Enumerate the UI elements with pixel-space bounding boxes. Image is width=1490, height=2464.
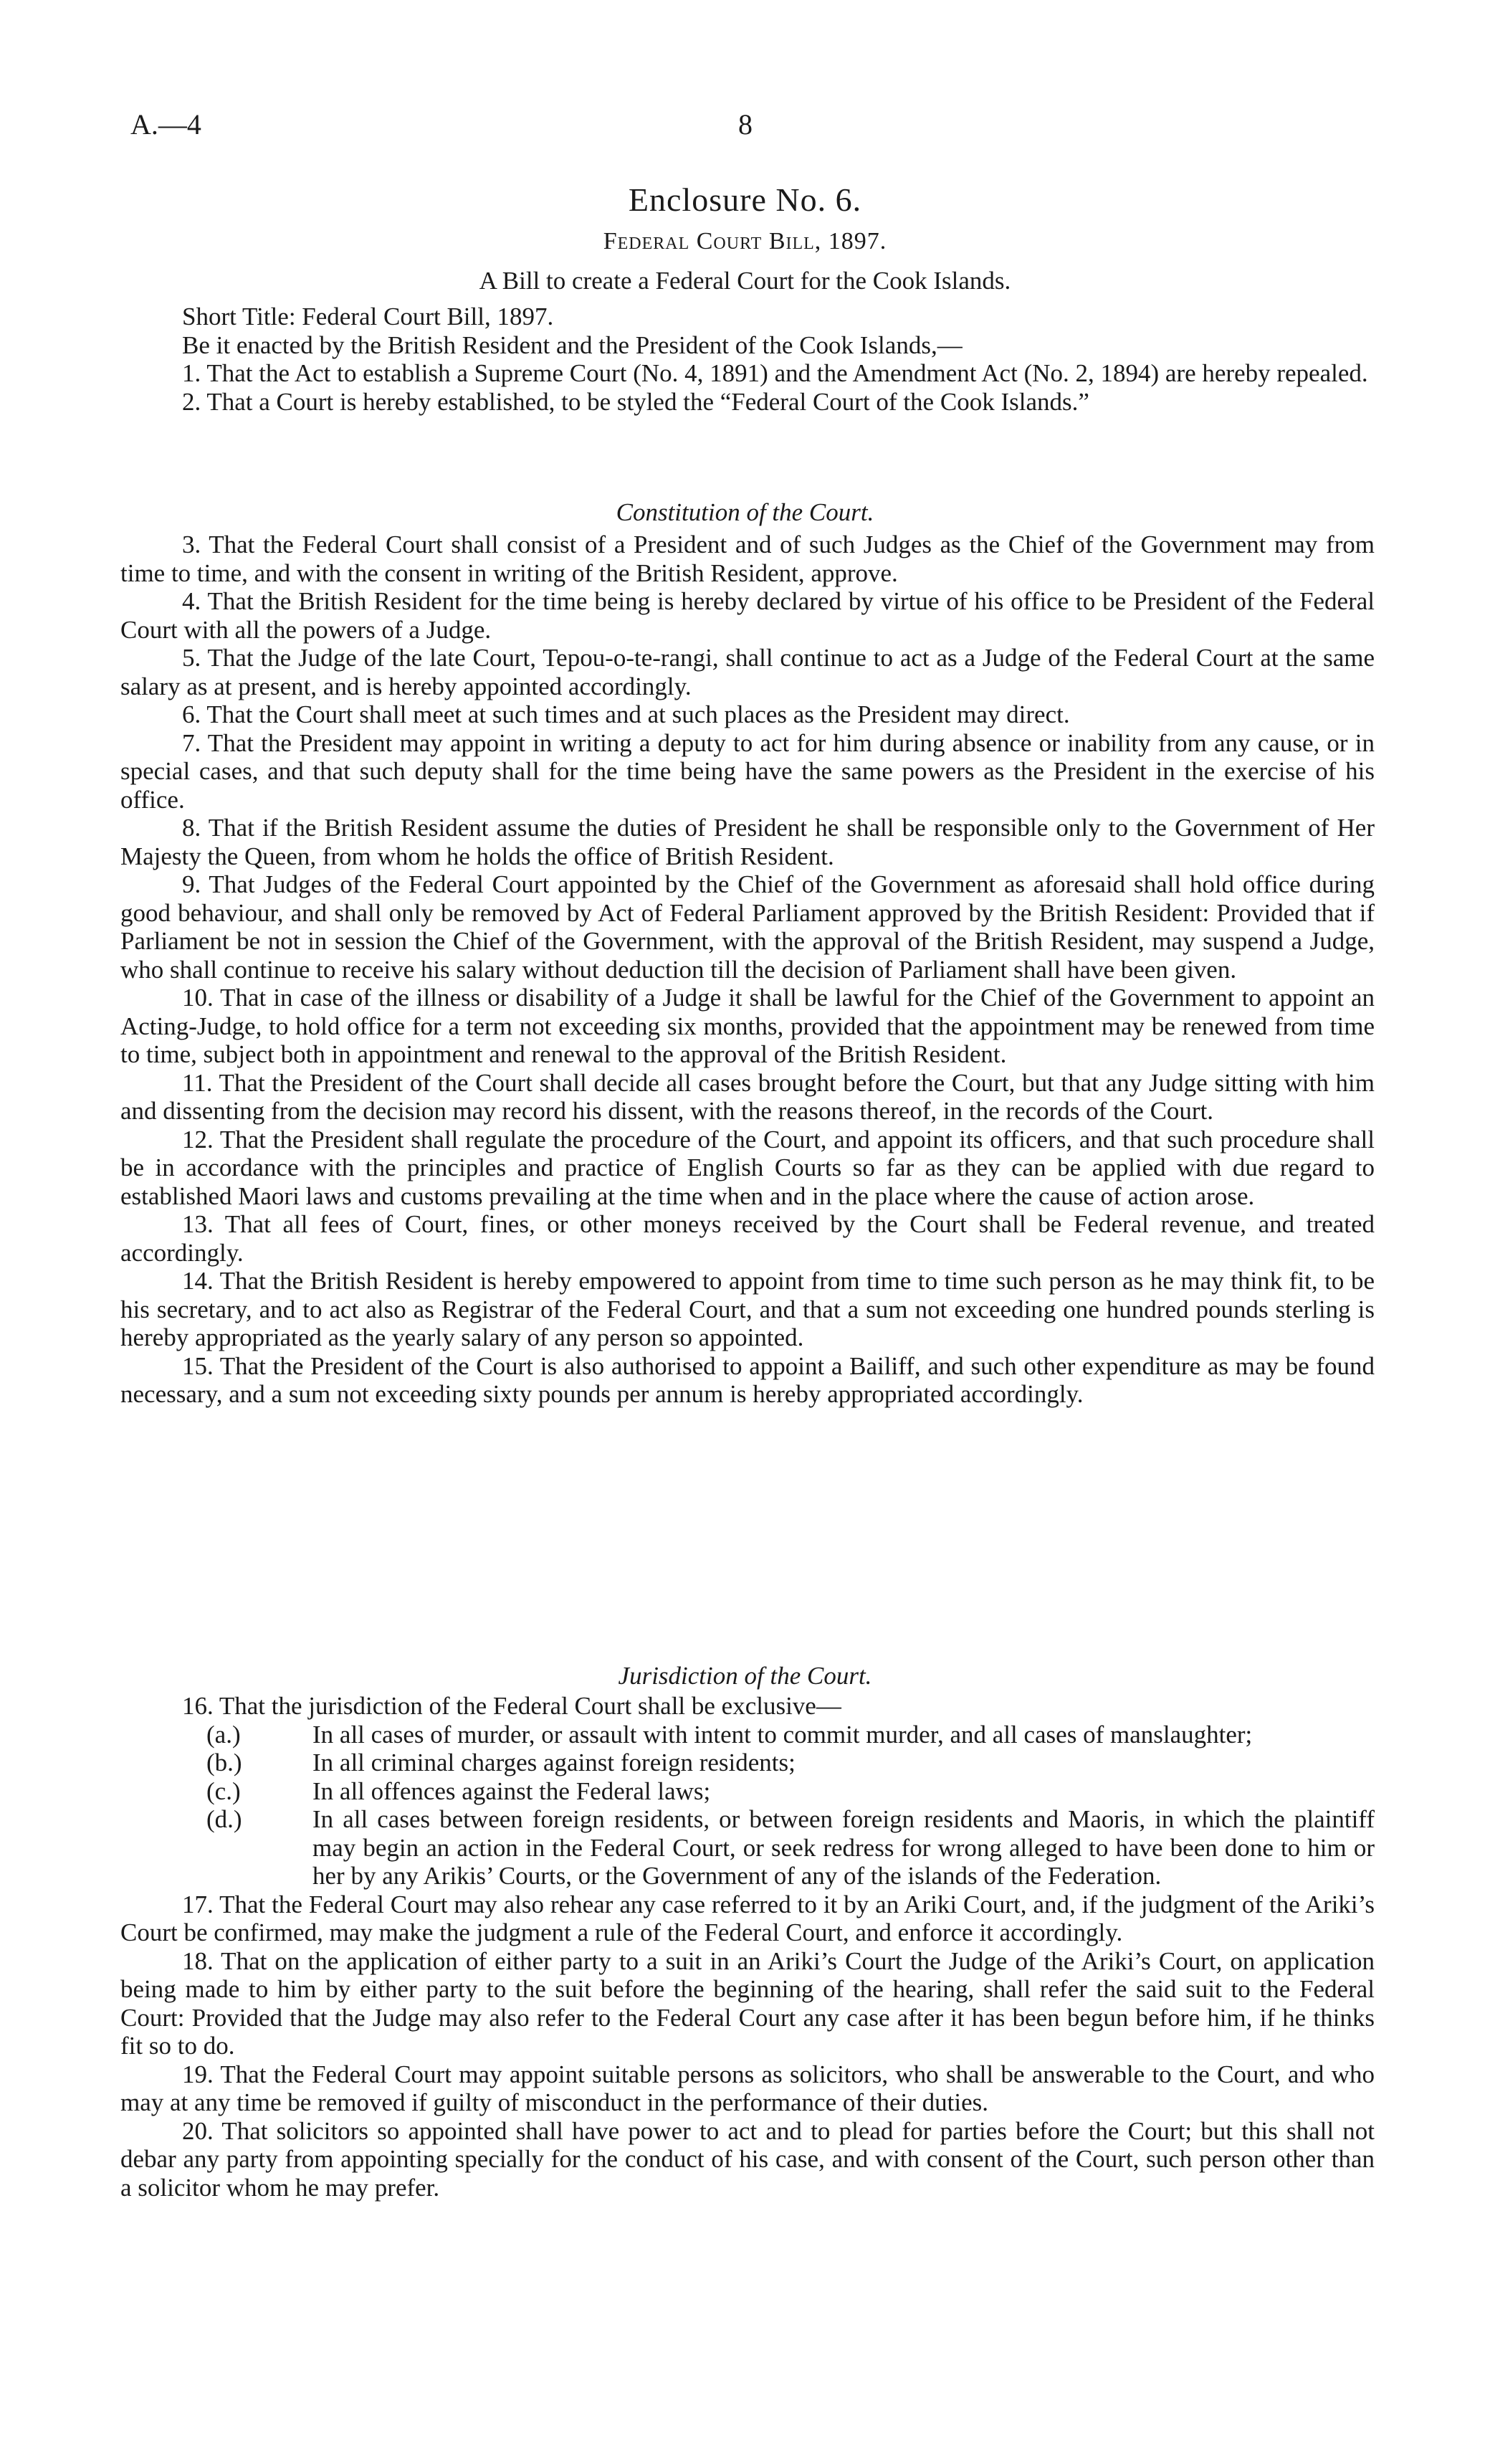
clause-20: 20. That solicitors so appointed shall have power to act and to plead for parties before the Court; but this shall not debar any party from appointing specially for the conduct of his case, and with consent of the Court, such person other than a solicitor whom he may prefer. — [120, 2116, 1375, 2202]
clause-8: 8. That if the British Resident assume the duties of President he shall be responsible only to the Government of Her Majesty the Queen, from whom he holds the office of British Resident. — [120, 814, 1375, 870]
sub-item-c — [120, 1777, 1375, 1806]
clause-3: 3. That the Federal Court shall consist of a President and of such Judges as the Chief of the Government may from time to time, and with the consent in writing of the British Resident, approve. — [120, 531, 1375, 587]
clause-13: 13. That all fees of Court, fines, or other moneys received by the Court shall be Federal revenue, and treated accordingly. — [120, 1210, 1375, 1267]
sub-item-text: In all criminal charges against foreign residents; — [312, 1749, 796, 1776]
page-reference: A.—4 — [130, 108, 201, 141]
clause-6: 6. That the Court shall meet at such times and at such places as the President may direct. — [182, 700, 1070, 728]
clause-17: 17. That the Federal Court may also rehear any case referred to it by an Ariki Court, and, if the judgment of the Ariki’s Court be confirmed, may make the judgment a rule of the Federal Court, and enforce it accordingly. — [120, 1890, 1375, 1946]
enclosure-title: Enclosure No. 6. — [628, 181, 862, 218]
sub-item-text: In all cases of murder, or assault with intent to commit murder, and all cases of manslaughter; — [312, 1720, 1253, 1749]
sub-item-label: (d.) — [206, 1805, 242, 1833]
jurisdiction-section — [120, 1692, 1375, 2202]
bill-subtitle: Federal Court Bill, 1897. — [603, 228, 887, 255]
clause-15: 15. That the President of the Court is also authorised to appoint a Bailiff, and such other expenditure as may be found necessary, and a sum not exceeding sixty pounds per annum is hereby appropriated accordingly. — [120, 1351, 1375, 1408]
clause-5: 5. That the Judge of the late Court, Tepou-o-te-rangi, shall continue to act as a Judge of the Federal Court at the same salary as at present, and is hereby appointed accordingly. — [120, 644, 1375, 700]
clause-4: 4. That the British Resident for the time being is hereby declared by virtue of his office to be President of the Federal Court with all the powers of a Judge. — [120, 587, 1375, 644]
clause-10: 10. That in case of the illness or disability of a Judge it shall be lawful for the Chief of the Government to appoint an Acting-Judge, to hold office for a term not exceeding six months, provided that the appointment may be renewed from time to time, subject both in appointment and renewal to the approval of the British Resident. — [120, 984, 1375, 1068]
clause-2: 2. That a Court is hereby established, to be styled the “Federal Court of the Cook Islands.” — [182, 387, 1089, 416]
clause-1: 1. That the Act to establish a Supreme Court (No. 4, 1891) and the Amendment Act (No. 2, 1894) are hereby repealed. — [182, 359, 1368, 387]
page-number: 8 — [738, 108, 753, 141]
sub-item-d — [120, 1805, 1375, 1890]
sub-item-label: (a.) — [206, 1720, 241, 1749]
constitution-heading: Constitution of the Court. — [616, 498, 874, 526]
sub-item-text: In all cases between foreign residents, or between foreign residents and Maoris, in which the plaintiff may begin an action in the Federal Court, or seek redress for wrong alleged to have been done to him or her by any Arikis’ Courts, or the Government of any of the islands of the Federation. — [312, 1805, 1375, 1890]
sub-item-b — [120, 1749, 1375, 1777]
clause-7: 7. That the President may appoint in writing a deputy to act for him during absence or inability from any cause, or in special cases, and that such deputy shall for the time being have the same powers as the President in the exercise of his office. — [120, 728, 1375, 814]
short-title: Short Title: Federal Court Bill, 1897. — [182, 303, 554, 330]
intro-section — [120, 303, 1375, 416]
sub-item-label: (c.) — [206, 1776, 241, 1805]
clause-12: 12. That the President shall regulate the procedure of the Court, and appoint its officers, and that such procedure shall be in accordance with the principles and practice of English Courts so far as they can be applied with due regard to established Maori laws and customs prevailing at the time when and in the place where the cause of action arose. — [120, 1125, 1375, 1210]
clause-19: 19. That the Federal Court may appoint suitable persons as solicitors, who shall be answerable to the Court, and who may at any time be removed if guilty of misconduct in the performance of their duties. — [120, 2060, 1375, 2116]
clause-11: 11. That the President of the Court shall decide all cases brought before the Court, but that any Judge sitting with him and dissenting from the decision may record his dissent, with the reasons thereof, in the records of the Court. — [120, 1068, 1375, 1125]
clause-14: 14. That the British Resident is hereby empowered to appoint from time to time such person as he may think fit, to be his secretary, and to act also as Registrar of the Federal Court, and that a sum not exceeding one hundred pounds sterling is hereby appropriated as the yearly salary of any person so appointed. — [120, 1267, 1375, 1351]
enacting-clause: Be it enacted by the British Resident and the President of the Cook Islands,— — [182, 330, 963, 359]
sub-item-text: In all offences against the Federal laws; — [312, 1776, 711, 1805]
bill-description: A Bill to create a Federal Court for the Cook Islands. — [479, 267, 1011, 295]
clause-18: 18. That on the application of either party to a suit in an Ariki’s Court the Judge of the Ariki’s Court, on application being made to him by either party to the suit before the beginning of the hearing, shall refer the said suit to the Federal Court: Provided that the Judge may also refer to the Federal Court any case after it has been begun before him, if he thinks fit so to do. — [120, 1946, 1375, 2060]
sub-item-a — [120, 1721, 1375, 1749]
jurisdiction-heading: Jurisdiction of the Court. — [618, 1662, 872, 1690]
clause-16: 16. That the jurisdiction of the Federal Court shall be exclusive— — [182, 1692, 841, 1720]
clause-9: 9. That Judges of the Federal Court appointed by the Chief of the Government as aforesaid shall hold office during good behaviour, and shall only be removed by Act of Federal Parliament approved by the British Resident: Provided that if Parliament be not in session the Chief of the Government, with the approval of the British Resident, may suspend a Judge, who shall continue to receive his salary without deduction till the decision of Parliament shall have been given. — [120, 870, 1375, 984]
sub-item-label: (b.) — [206, 1749, 242, 1776]
constitution-section — [120, 531, 1375, 1409]
